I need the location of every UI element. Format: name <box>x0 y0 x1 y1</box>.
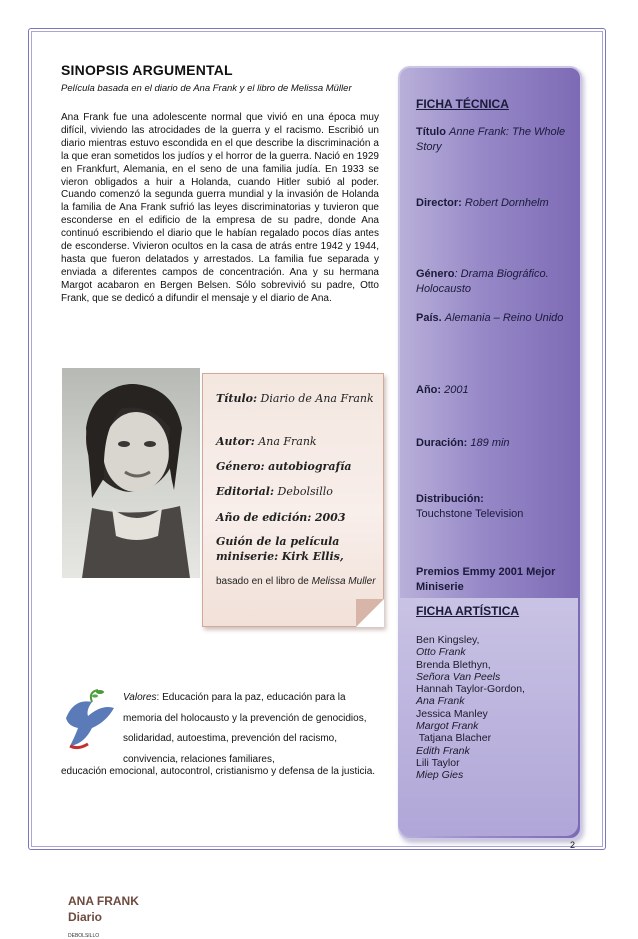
pais-value: Alemania – Reino Unido <box>444 312 564 324</box>
values-body: : Educación para la paz, educación para la memoria del holocausto y la prevención de genocidios, solidaridad, autoestima, prevención del racismo, convivencia, relaciones familiares, <box>123 692 367 765</box>
ficha-artistica-title: FICHA ARTÍSTICA <box>416 604 520 618</box>
values-label: Valores <box>123 692 157 703</box>
book-author-label: Autor: <box>216 435 255 448</box>
field-duracion <box>416 436 574 451</box>
book-title-label: Título: <box>216 392 258 405</box>
book-publisher-field <box>216 484 376 499</box>
ficha-tecnica-heading <box>416 97 574 113</box>
card-corner-fold <box>356 599 384 627</box>
book-genre-label: Género: <box>216 460 265 473</box>
cast-actor: Brenda Blethyn, <box>416 658 491 671</box>
cast-role: Edith Frank <box>416 744 470 757</box>
distribucion-label: Distribución: <box>416 493 484 505</box>
anio-label: Año: <box>416 384 442 396</box>
book-author-field <box>216 434 376 449</box>
field-director <box>416 196 574 211</box>
book-script-field <box>216 534 376 564</box>
book-genre-value: autobiografía <box>268 460 352 473</box>
director-label: Director: <box>416 197 462 209</box>
cast-role: Otto Frank <box>416 646 466 659</box>
anio-value: 2001 <box>444 384 469 396</box>
cover-author: ANA FRANK <box>68 894 139 908</box>
book-author-value: Ana Frank <box>258 435 317 448</box>
cast-role: Señora Van Peels <box>416 670 501 683</box>
book-source-author: Melissa Muller <box>311 576 376 587</box>
cast-actor: Lili Taylor <box>416 756 460 769</box>
director-value: Robert Dornhelm <box>464 197 549 209</box>
book-publisher-label: Editorial: <box>216 485 275 498</box>
ficha-artistica-heading <box>416 604 574 620</box>
synopsis-text: Ana Frank fue una adolescente normal que vivió en una época muy difícil, viviendo las atrocidades de la guerra y el racismo. Escribió un diario mientras estuvo escondida en el que describe la discriminación a la que eran sometidos los judíos y el horror de la guerra. Nació en 1929 en Frankfurt, Alemania, en el seno de una familia judía. En 1933 se vieron obligados a huir a Holanda, cuando Hitler subió al poder. Cuando comenzó la segunda guerra mundial y la invasión de Holanda la familia de Ana Frank sufrió las leyes discriminatorias y tuvieron que esconderse en el edificio de la empresa de su padre, donde Ana continuó escribiendo el diario que le habían regalado pocos días antes de esconderse. Vivieron ocultos en la casa de atrás entre 1942 y 1944, hasta que fueron delatados y arrestados. La familia fue separada y enviada a diferentes campos de concentración. Ana y su hermana Margot acabaron en Bergen Belsen. Sólo sobrevivió su padre, Otto Frank, que se dedicó a difundir el mensaje y el diario de Ana. <box>61 112 379 304</box>
book-year-value: 2003 <box>314 511 346 524</box>
page-title: SINOPSIS ARGUMENTAL <box>61 62 233 78</box>
cast-actor: Tatjana Blacher <box>416 732 492 745</box>
cast-actor: Jessica Manley <box>416 707 488 720</box>
genero-value: : Drama Biográfico. Holocausto <box>416 268 549 295</box>
field-premios <box>416 565 574 595</box>
book-publisher-value: Debolsillo <box>277 485 333 498</box>
field-anio <box>416 383 574 398</box>
book-year-label: Año de edición: <box>216 511 312 524</box>
values-text <box>123 688 375 770</box>
pais-label: País. <box>416 312 442 324</box>
field-genero <box>416 267 574 297</box>
field-pais <box>416 311 574 326</box>
cast-actor: Hannah Taylor-Gordon, <box>416 683 525 696</box>
field-titulo <box>416 125 574 155</box>
titulo-value: Anne Frank: The Whole Story <box>416 126 566 153</box>
page-subtitle: Película basada en el diario de Ana Frank y el libro de Melissa Müller <box>61 83 352 94</box>
titulo-label: Título <box>416 126 446 138</box>
distribucion-value: Touchstone Television <box>416 508 524 520</box>
field-distribucion <box>416 492 574 522</box>
book-script-label: Guión de la película miniserie: <box>216 535 340 563</box>
book-title-value: Diario de Ana Frank <box>260 392 374 405</box>
portrait-photo <box>62 368 200 578</box>
cover-title: Diario <box>68 910 103 924</box>
cast-role: Miep Gies <box>416 769 464 782</box>
genero-label: Género <box>416 268 455 280</box>
cast-list <box>416 634 525 782</box>
book-info-card <box>202 373 384 627</box>
cast-actor: Ben Kingsley, <box>416 634 480 646</box>
page-number: 2 <box>570 840 576 850</box>
book-genre-field <box>216 459 376 474</box>
cast-role: Ana Frank <box>416 695 465 708</box>
dove-icon <box>62 688 118 750</box>
book-source-prefix: basado en el libro de <box>216 576 312 587</box>
premios-value: Premios Emmy 2001 Mejor Miniserie <box>416 566 556 593</box>
book-source-field <box>216 576 376 589</box>
cover-publisher: DEBOLSILLO <box>68 933 100 939</box>
duracion-label: Duración: <box>416 437 468 449</box>
values-text-continued: educación emocional, autocontrol, cristianismo y defensa de la justicia. <box>61 766 376 777</box>
duracion-value: 189 min <box>470 437 510 449</box>
ficha-tecnica-title: FICHA TÉCNICA <box>416 97 509 111</box>
book-year-field <box>216 510 376 525</box>
book-script-value: Kirk Ellis, <box>281 550 344 563</box>
book-title-field <box>216 391 376 406</box>
cast-role: Margot Frank <box>416 720 479 733</box>
